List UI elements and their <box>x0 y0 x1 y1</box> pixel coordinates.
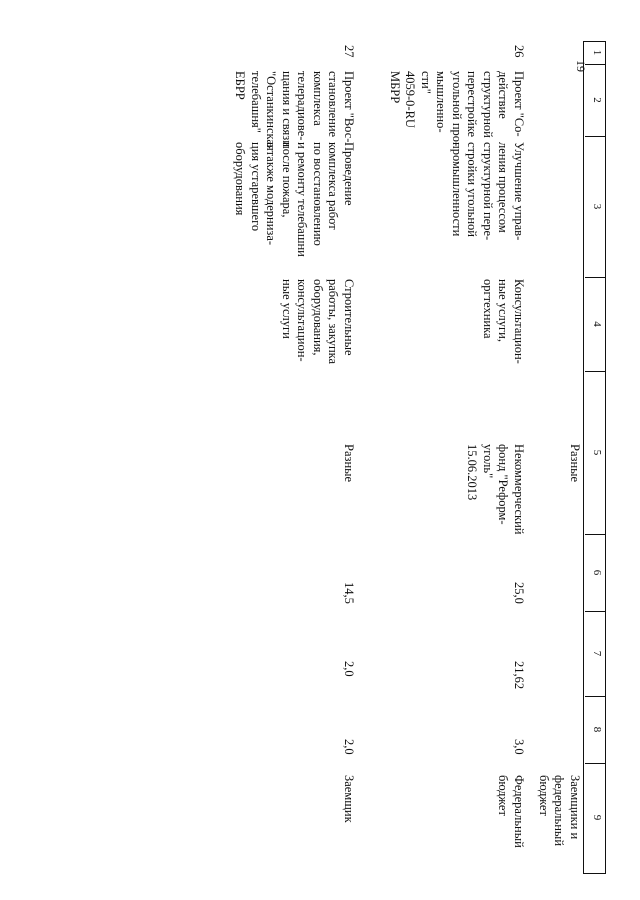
column-number: 6 <box>591 569 603 576</box>
value-col7: 2,0 <box>342 661 356 677</box>
rotated-table-page <box>54 41 606 876</box>
contract-type: Консультацион- ные услуги, оргтехника <box>481 279 526 364</box>
project-goal: Улучшение управ- ления процессом структурной пере- стройки угольной промышленности <box>450 142 526 241</box>
value-col6: 14,5 <box>342 582 356 604</box>
column-number: 2 <box>591 97 603 103</box>
column-number: 7 <box>591 650 603 657</box>
value-col8: 2,0 <box>342 739 356 755</box>
column-number: 1 <box>591 49 603 56</box>
row-number: 27 <box>342 45 356 58</box>
project-name: Проект "Вос- становление комплекса телерадиове- щания и связи "Останкинская телебашня" ЕБРР <box>233 71 356 151</box>
project-goal: Проведение комплекса работ по восстановлению и ремонту телебашни после пожара, а также модерниза- ция устаревшего оборудования <box>233 142 356 257</box>
carry-over-col5: Разные <box>568 444 582 483</box>
column-number: 9 <box>591 814 603 821</box>
value-col8: 3,0 <box>512 739 526 755</box>
project-name: Проект "Со- действие структурной перестройке угольной про- мышленно- сти" 4059-0-RU МБРР <box>388 71 526 147</box>
page-number: 19 <box>574 60 588 72</box>
value-col6: 25,0 <box>512 582 526 604</box>
column-number: 3 <box>591 203 603 210</box>
value-col7: 21,62 <box>512 661 526 690</box>
column-number: 4 <box>591 321 603 327</box>
executor: Разные <box>342 444 356 483</box>
row-number: 26 <box>512 45 526 58</box>
column-number: 5 <box>591 449 603 456</box>
funding-source: Федеральный бюджет <box>496 775 526 848</box>
column-number: 8 <box>591 726 603 733</box>
contract-type: Строительные работы, закупка оборудования, консультацион- ные услуги <box>280 279 356 365</box>
carry-over-col9: Заемщики и федеральный бюджет <box>537 775 582 847</box>
executor: Некоммерческий фонд "Реформ- уголь" 15.06.2013 <box>465 444 526 535</box>
funding-source: Заемщик <box>342 775 356 823</box>
